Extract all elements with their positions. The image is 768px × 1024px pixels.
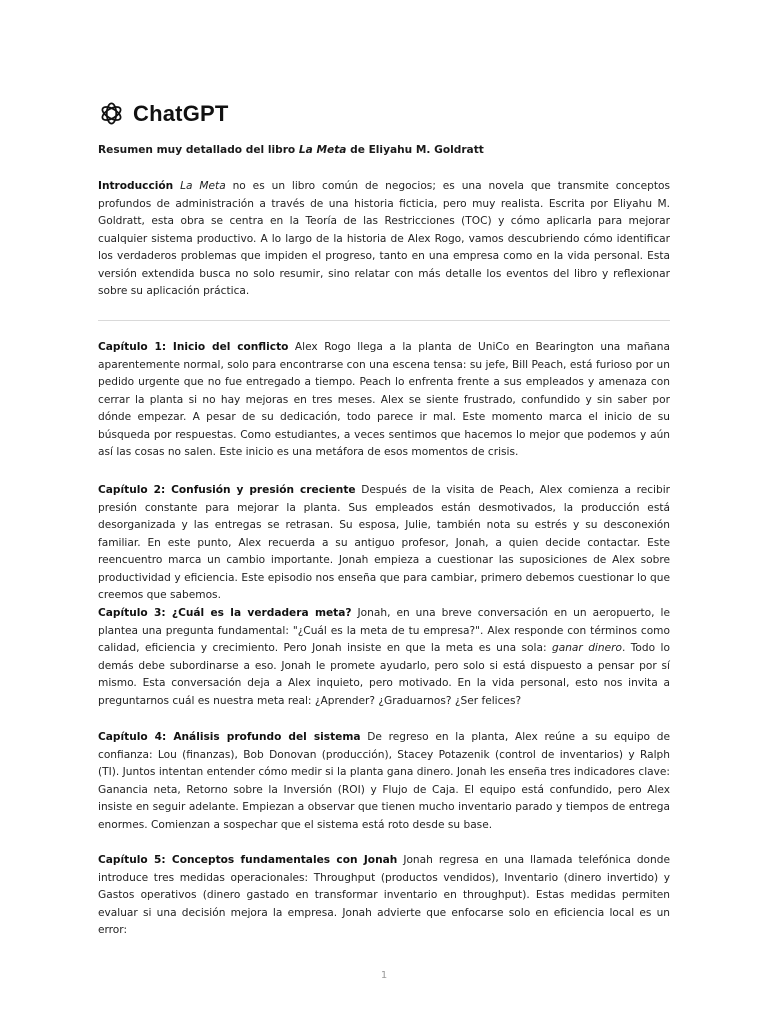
openai-logo-icon: [98, 100, 125, 127]
chapter-3-section: [98, 605, 670, 710]
chapter-1-section: [98, 339, 670, 462]
chapter-paragraph: Capítulo 1: Inicio del conflicto Alex Rogo llega a la planta de UniCo en Bearington una mañana aparentemente normal, solo para encontrarse con una escena tensa: su jefe, Bill Peach, está furioso por un pedido urgente que no fue entregado a tiempo. Peach lo enfrenta frente a sus empleados y amenaza con cerrar la planta si no hay mejoras en tres meses. Alex se siente frustrado, confundido y sin saber por dónde empezar. A pesar de su dedicación, todo parece ir mal. Este momento marca el inicio de su búsqueda por respuestas. Como estudiantes, a veces sentimos que hacemos lo mejor que podemos y aún así las cosas no salen. Este inicio es una metáfora de esos momentos de crisis.: [98, 341, 670, 458]
intro-paragraph: Introducción La Meta no es un libro común de negocios; es una novela que transmite conceptos profundos de administración a través de una historia ficticia, pero muy realista. Escrita por Eliyahu M. Goldratt, esta obra se centra en la Teoría de las Restricciones (TOC) y cómo aplicarla para mejorar cualquier sistema productivo. A lo largo de la historia de Alex Rogo, vamos descubriendo cómo identificar los verdaderos problemas que impiden el progreso, tanto en una empresa como en la vida personal. Esta versión extendida busca no solo resumir, sino relatar con más detalle los eventos del libro y reflexionar sobre su aplicación práctica.: [98, 180, 670, 297]
chapter-paragraph: Capítulo 4: Análisis profundo del sistema De regreso en la planta, Alex reúne a su equipo de confianza: Lou (finanzas), Bob Donovan (producción), Stacey Potazenik (control de inventarios) y Ralph (TI). Juntos intentan entender cómo medir si la planta gana dinero. Jonah les enseña tres indicadores clave: Ganancia neta, Retorno sobre la Inversión (ROI) y Flujo de Caja. El equipo está confundido, pero Alex insiste en seguir adelante. Empiezan a observar que tienen mucho inventario parado y tiempos de entrega enormes. Comienzan a sospechar que el sistema está roto desde su base.: [98, 731, 670, 831]
brand-header: [98, 100, 229, 127]
chapter-4-section: [98, 729, 670, 834]
chapter-5-section: [98, 852, 670, 940]
document-title: Resumen muy detallado del libro La Meta de Eliyahu M. Goldratt: [98, 144, 484, 156]
chapter-heading: Capítulo 5: Conceptos fundamentales con Jonah: [98, 854, 398, 866]
brand-name: ChatGPT: [133, 100, 229, 126]
intro-heading: Introducción: [98, 180, 174, 192]
chapter-heading: Capítulo 2: Confusión y presión creciente: [98, 484, 356, 496]
chapter-heading: Capítulo 3: ¿Cuál es la verdadera meta?: [98, 607, 352, 619]
page-number: 1: [380, 970, 388, 981]
chapter-paragraph: Capítulo 5: Conceptos fundamentales con Jonah Jonah regresa en una llamada telefónica donde introduce tres medidas operacionales: Throughput (productos vendidos), Inventario (dinero invertido) y Gastos operativos (dinero gastado en transformar inventario en throughput). Estas medidas permiten evaluar si una decisión mejora la empresa. Jonah advierte que enfocarse solo en eficiencia local es un error:: [98, 854, 670, 936]
chapter-paragraph: Capítulo 3: ¿Cuál es la verdadera meta? Jonah, en una breve conversación en un aeropuerto, le plantea una pregunta fundamental: "¿Cuál es la meta de tu empresa?". Alex responde con términos como calidad, eficiencia y crecimiento. Pero Jonah insiste en que la meta es una sola: ganar dinero. Todo lo demás debe subordinarse a eso. Jonah le promete ayudarlo, pero solo si está dispuesto a pensar por sí mismo. Esta conversación deja a Alex inquieto, pero motivado. En la vida personal, esto nos invita a preguntarnos cuál es nuestra meta real: ¿Aprender? ¿Graduarnos? ¿Ser felices?: [98, 607, 670, 707]
chapter-heading: Capítulo 1: Inicio del conflicto: [98, 341, 289, 353]
chapter-2-section: [98, 482, 670, 605]
intro-section: [98, 178, 670, 301]
section-divider: [98, 320, 670, 321]
chapter-heading: Capítulo 4: Análisis profundo del sistema: [98, 731, 361, 743]
chapter-paragraph: Capítulo 2: Confusión y presión creciente Después de la visita de Peach, Alex comienza a recibir presión constante para mejorar la planta. Sus empleados están desmotivados, la producción está desorganizada y las entregas se retrasan. Su esposa, Julie, también nota su estrés y su desconexión familiar. En este punto, Alex recuerda a su antiguo profesor, Jonah, a quien decide contactar. Este reencuentro marca un cambio importante. Jonah empieza a cuestionar las suposiciones de Alex sobre productividad y eficiencia. Este episodio nos enseña que para cambiar, primero debemos cuestionar lo que creemos que sabemos.: [98, 484, 671, 601]
